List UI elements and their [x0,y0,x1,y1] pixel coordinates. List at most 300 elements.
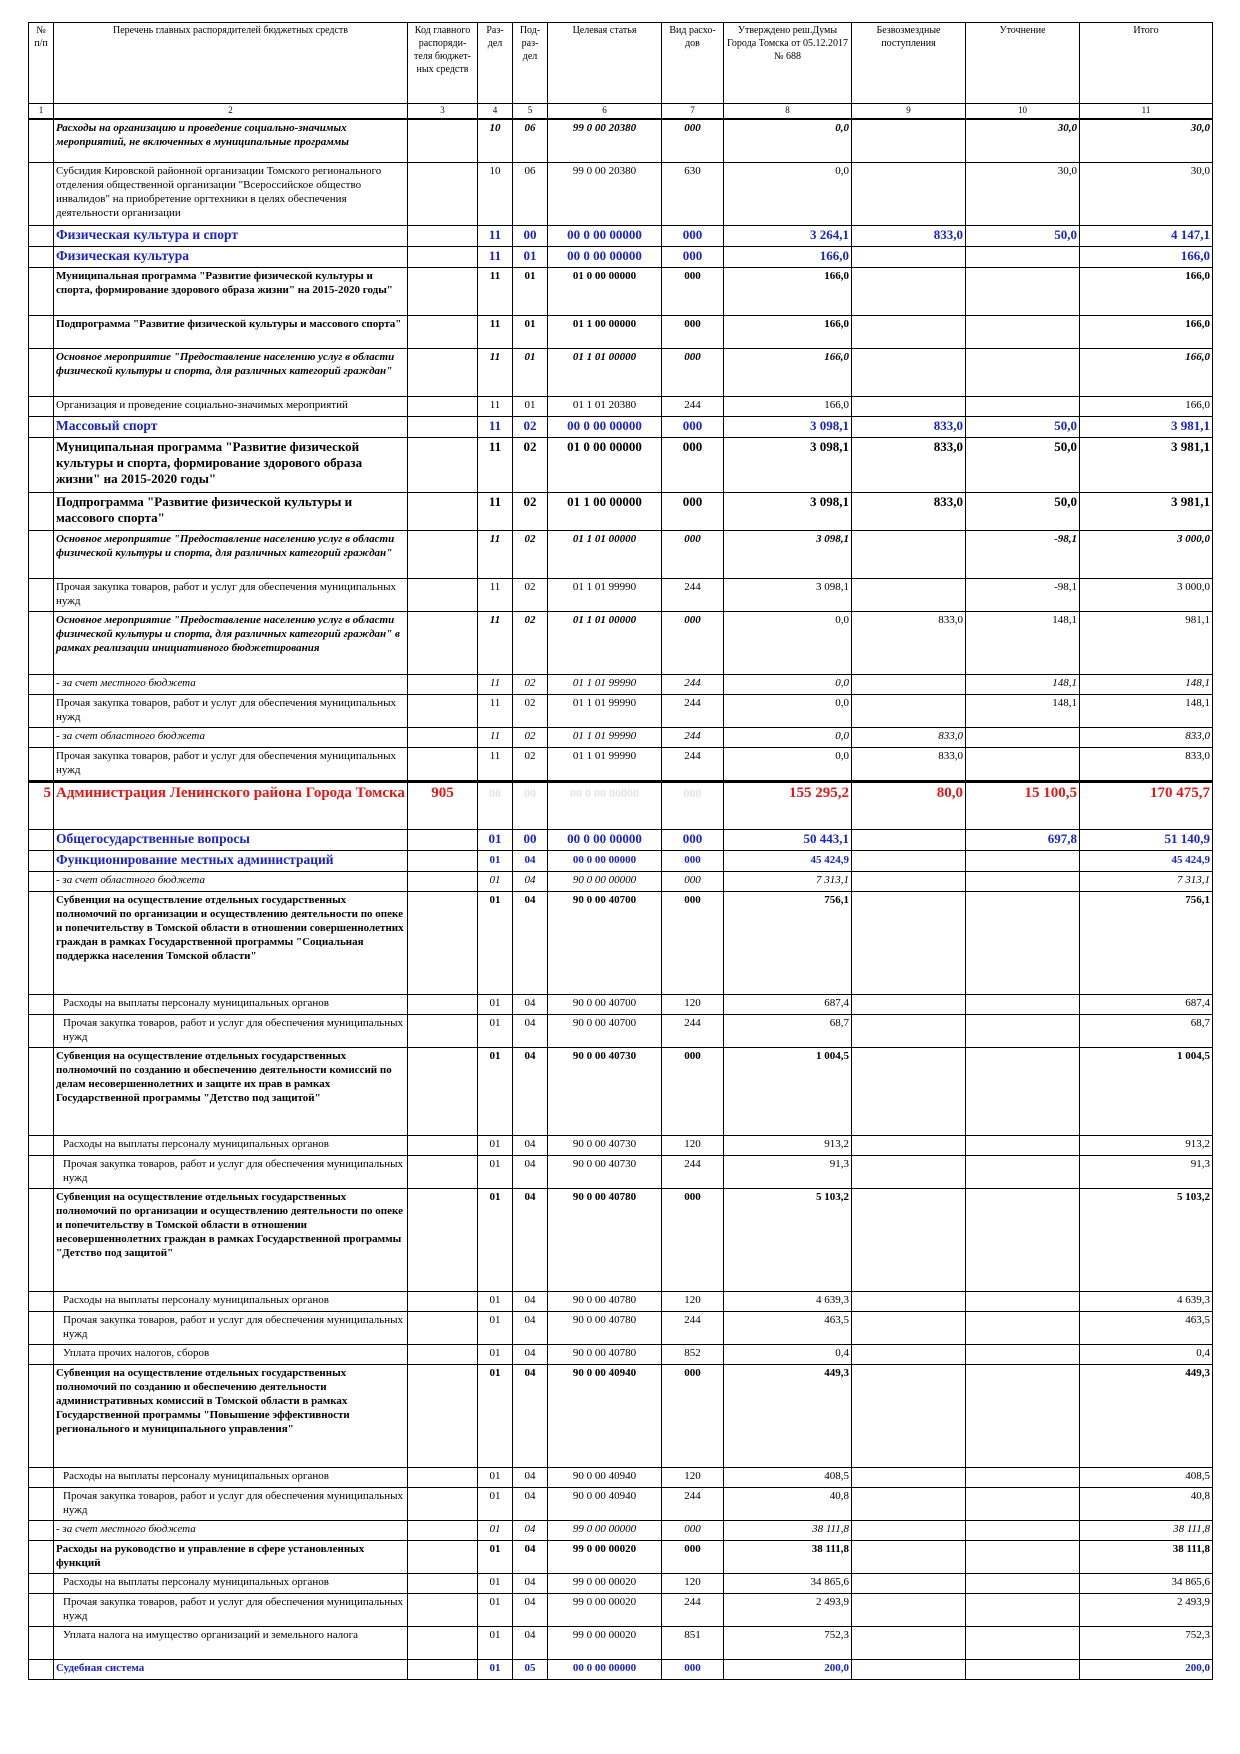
row-subsection: 04 [513,1468,548,1488]
row-grants [852,1541,966,1574]
row-adjustment [966,1312,1080,1345]
row-number [29,695,54,728]
row-subsection: 01 [513,268,548,316]
row-subsection: 02 [513,748,548,782]
table-row [29,728,1213,748]
table-row [29,1156,1213,1189]
table-row [29,1048,1213,1136]
row-approved: 200,0 [724,1660,852,1680]
column-index: 10 [966,104,1080,120]
table-row [29,748,1213,782]
row-subsection: 04 [513,1189,548,1292]
row-expense-type: 000 [662,1521,724,1541]
row-name: Прочая закупка товаров, работ и услуг для обеспечения муниципальных нужд [54,579,408,612]
row-total: 148,1 [1080,675,1213,695]
row-target-article: 90 0 00 40780 [548,1312,662,1345]
row-grants [852,1292,966,1312]
row-section: 01 [478,1048,513,1136]
row-name: Муниципальная программа "Развитие физической культуры и спорта, формирование здорового образа жизни" на 2015-2020 годы" [54,438,408,493]
row-approved: 34 865,6 [724,1574,852,1594]
row-code [408,1574,478,1594]
row-number [29,397,54,417]
row-expense-type: 120 [662,1574,724,1594]
row-grants [852,1189,966,1292]
row-subsection: 02 [513,438,548,493]
column-index: 9 [852,104,966,120]
row-target-article: 90 0 00 40940 [548,1488,662,1521]
row-total: 5 103,2 [1080,1189,1213,1292]
column-index: 2 [54,104,408,120]
row-code [408,1136,478,1156]
row-target-article: 90 0 00 40780 [548,1189,662,1292]
row-grants: 833,0 [852,493,966,531]
row-subsection: 02 [513,493,548,531]
table-row [29,1015,1213,1048]
row-total: 408,5 [1080,1468,1213,1488]
row-name: Расходы на выплаты персоналу муниципальных органов [54,1292,408,1312]
row-code [408,1521,478,1541]
row-section: 11 [478,397,513,417]
row-name: Расходы на выплаты персоналу муниципальных органов [54,1468,408,1488]
column-index: 4 [478,104,513,120]
row-grants [852,830,966,851]
row-grants [852,1574,966,1594]
row-section: 01 [478,1365,513,1468]
row-name: Прочая закупка товаров, работ и услуг для обеспечения муниципальных нужд [54,1594,408,1627]
row-approved: 0,4 [724,1345,852,1365]
table-row [29,1574,1213,1594]
row-expense-type: 120 [662,995,724,1015]
table-row [29,1312,1213,1345]
row-adjustment [966,995,1080,1015]
table-header-row [29,23,1213,104]
row-number [29,1292,54,1312]
budget-document [28,22,1212,1680]
row-name: Прочая закупка товаров, работ и услуг для обеспечения муниципальных нужд [54,748,408,782]
row-name: Расходы на руководство и управление в сфере установленных функций [54,1541,408,1574]
row-adjustment [966,1468,1080,1488]
row-section: 01 [478,1468,513,1488]
row-adjustment [966,892,1080,995]
row-grants [852,872,966,892]
row-adjustment: 50,0 [966,438,1080,493]
row-subsection: 04 [513,1292,548,1312]
row-total: 200,0 [1080,1660,1213,1680]
row-name: - за счет местного бюджета [54,1521,408,1541]
row-section: 01 [478,1521,513,1541]
row-code [408,1660,478,1680]
row-total: 981,1 [1080,612,1213,675]
row-subsection: 04 [513,1521,548,1541]
row-approved: 4 639,3 [724,1292,852,1312]
row-target-article: 00 0 00 00000 [548,1660,662,1680]
row-section: 11 [478,748,513,782]
row-expense-type: 000 [662,892,724,995]
row-target-article: 01 0 00 00000 [548,268,662,316]
row-total: 3 000,0 [1080,579,1213,612]
row-number [29,316,54,349]
table-row [29,675,1213,695]
row-expense-type: 000 [662,531,724,579]
row-target-article: 01 1 00 00000 [548,316,662,349]
row-name: Субсидия Кировской районной организации Томского регионального отделения общественной организации "Всероссийское общество инвалидов" на приобретение оргтехники в целях обеспечения деятельности организации [54,163,408,226]
row-adjustment: 30,0 [966,163,1080,226]
row-target-article: 01 1 01 99990 [548,579,662,612]
row-subsection: 06 [513,163,548,226]
row-grants: 833,0 [852,438,966,493]
table-row [29,612,1213,675]
row-total: 687,4 [1080,995,1213,1015]
row-expense-type: 000 [662,119,724,163]
table-row [29,247,1213,268]
row-total: 91,3 [1080,1156,1213,1189]
row-approved: 7 313,1 [724,872,852,892]
row-number [29,1156,54,1189]
row-expense-type: 000 [662,851,724,872]
row-number [29,1015,54,1048]
header-distributors: Перечень главных распорядителей бюджетных средств [54,23,408,104]
row-name: Основное мероприятие "Предоставление населению услуг в области физической культуры и спорта, для различных категорий граждан" [54,349,408,397]
row-subsection: 04 [513,851,548,872]
row-expense-type: 244 [662,1156,724,1189]
row-section: 10 [478,163,513,226]
row-total: 7 313,1 [1080,872,1213,892]
row-subsection: 02 [513,675,548,695]
row-approved: 166,0 [724,397,852,417]
row-name: Подпрограмма "Развитие физической культуры и массового спорта" [54,493,408,531]
row-code [408,1594,478,1627]
row-section: 11 [478,579,513,612]
row-subsection: 04 [513,1488,548,1521]
row-number [29,1574,54,1594]
row-grants [852,1136,966,1156]
row-expense-type: 244 [662,1312,724,1345]
table-row [29,119,1213,163]
row-approved: 913,2 [724,1136,852,1156]
row-target-article: 99 0 00 00000 [548,1521,662,1541]
row-number [29,1365,54,1468]
table-row [29,1468,1213,1488]
row-subsection: 00 [513,782,548,830]
row-section: 01 [478,1015,513,1048]
row-number [29,1189,54,1292]
row-grants [852,531,966,579]
row-adjustment [966,268,1080,316]
row-number [29,830,54,851]
row-name: Субвенция на осуществление отдельных государственных полномочий по организации и осуществлению деятельности по опеке и попечительству в Томской области в отношении совершеннолетних граждан в рамках Государственной программы "Социальная поддержка населения Томской области" [54,892,408,995]
table-row [29,579,1213,612]
row-code [408,1627,478,1660]
row-total: 38 111,8 [1080,1541,1213,1574]
row-approved: 38 111,8 [724,1521,852,1541]
row-name: Расходы на организацию и проведение социально-значимых мероприятий, не включенных в муниципальные программы [54,119,408,163]
row-approved: 91,3 [724,1156,852,1189]
row-grants [852,268,966,316]
row-target-article: 90 0 00 40700 [548,995,662,1015]
row-total: 752,3 [1080,1627,1213,1660]
header-adjustment: Уточнение [966,23,1080,104]
row-approved: 752,3 [724,1627,852,1660]
row-number [29,728,54,748]
row-subsection: 04 [513,1345,548,1365]
row-grants: 80,0 [852,782,966,830]
row-adjustment [966,728,1080,748]
row-number [29,493,54,531]
row-grants [852,1048,966,1136]
row-total: 1 004,5 [1080,1048,1213,1136]
table-row [29,1488,1213,1521]
table-row [29,872,1213,892]
row-subsection: 02 [513,531,548,579]
row-target-article: 00 0 00 00000 [548,247,662,268]
row-total: 913,2 [1080,1136,1213,1156]
row-section: 11 [478,349,513,397]
row-approved: 463,5 [724,1312,852,1345]
row-expense-type: 244 [662,1594,724,1627]
row-approved: 155 295,2 [724,782,852,830]
row-code [408,675,478,695]
row-code [408,748,478,782]
row-section: 01 [478,1660,513,1680]
row-number [29,268,54,316]
row-approved: 449,3 [724,1365,852,1468]
row-section: 01 [478,1345,513,1365]
row-expense-type: 852 [662,1345,724,1365]
row-expense-type: 000 [662,493,724,531]
row-total: 166,0 [1080,247,1213,268]
row-number [29,438,54,493]
row-adjustment: 50,0 [966,417,1080,438]
row-grants [852,1521,966,1541]
row-target-article: 99 0 00 00020 [548,1594,662,1627]
row-subsection: 04 [513,1594,548,1627]
row-section: 01 [478,872,513,892]
row-approved: 2 493,9 [724,1594,852,1627]
row-total: 148,1 [1080,695,1213,728]
row-expense-type: 244 [662,1015,724,1048]
table-row [29,163,1213,226]
row-name: Основное мероприятие "Предоставление населению услуг в области физической культуры и спорта, для различных категорий граждан" [54,531,408,579]
row-number [29,1312,54,1345]
row-number [29,531,54,579]
row-target-article: 01 1 01 99990 [548,748,662,782]
row-code [408,397,478,417]
row-number [29,1521,54,1541]
row-adjustment [966,872,1080,892]
table-row [29,417,1213,438]
row-expense-type: 000 [662,268,724,316]
row-section: 11 [478,675,513,695]
row-approved: 38 111,8 [724,1541,852,1574]
row-subsection: 04 [513,1156,548,1189]
row-code [408,268,478,316]
row-subsection: 01 [513,247,548,268]
row-target-article: 01 1 01 99990 [548,695,662,728]
row-target-article: 01 0 00 00000 [548,438,662,493]
table-row [29,1136,1213,1156]
row-section: 01 [478,1488,513,1521]
row-subsection: 06 [513,119,548,163]
column-index: 8 [724,104,852,120]
row-name: Прочая закупка товаров, работ и услуг для обеспечения муниципальных нужд [54,1015,408,1048]
row-approved: 3 098,1 [724,417,852,438]
column-index: 7 [662,104,724,120]
row-code [408,531,478,579]
row-section: 11 [478,612,513,675]
row-approved: 687,4 [724,995,852,1015]
row-expense-type: 244 [662,675,724,695]
row-target-article: 90 0 00 40700 [548,892,662,995]
table-row [29,397,1213,417]
row-code [408,830,478,851]
row-grants [852,675,966,695]
row-adjustment: 30,0 [966,119,1080,163]
row-expense-type: 244 [662,748,724,782]
table-row [29,1521,1213,1541]
row-code [408,247,478,268]
row-grants [852,1015,966,1048]
row-adjustment [966,1365,1080,1468]
row-adjustment [966,1488,1080,1521]
row-expense-type: 000 [662,247,724,268]
row-expense-type: 000 [662,782,724,830]
row-total: 68,7 [1080,1015,1213,1048]
row-target-article: 01 1 01 00000 [548,531,662,579]
row-code [408,438,478,493]
row-number [29,226,54,247]
row-number [29,1594,54,1627]
row-grants [852,1660,966,1680]
row-code [408,872,478,892]
row-section: 11 [478,695,513,728]
table-row [29,268,1213,316]
row-number [29,1627,54,1660]
row-subsection: 04 [513,995,548,1015]
row-adjustment [966,1345,1080,1365]
row-section: 01 [478,1312,513,1345]
row-subsection: 04 [513,1627,548,1660]
row-number [29,247,54,268]
table-row [29,892,1213,995]
table-row [29,1541,1213,1574]
row-approved: 68,7 [724,1015,852,1048]
row-expense-type: 000 [662,316,724,349]
row-code [408,1292,478,1312]
table-body [29,119,1213,1680]
row-section: 01 [478,1292,513,1312]
column-index: 1 [29,104,54,120]
row-total: 34 865,6 [1080,1574,1213,1594]
row-grants [852,397,966,417]
row-expense-type: 244 [662,579,724,612]
row-section: 11 [478,531,513,579]
row-subsection: 02 [513,728,548,748]
row-name: Прочая закупка товаров, работ и услуг для обеспечения муниципальных нужд [54,695,408,728]
row-adjustment: 148,1 [966,612,1080,675]
row-total: 51 140,9 [1080,830,1213,851]
row-approved: 3 098,1 [724,579,852,612]
row-total: 30,0 [1080,119,1213,163]
row-target-article: 00 0 00 00000 [548,226,662,247]
row-subsection: 04 [513,892,548,995]
row-expense-type: 244 [662,728,724,748]
table-row [29,1292,1213,1312]
row-adjustment [966,1136,1080,1156]
table-row [29,438,1213,493]
row-approved: 5 103,2 [724,1189,852,1292]
row-name: Расходы на выплаты персоналу муниципальных органов [54,995,408,1015]
row-grants [852,163,966,226]
row-number [29,995,54,1015]
row-code [408,493,478,531]
row-target-article: 01 1 00 00000 [548,493,662,531]
row-name: Общегосударственные вопросы [54,830,408,851]
row-adjustment [966,349,1080,397]
header-code: Код главного распоряди-теля бюджет-ных средств [408,23,478,104]
row-code [408,1345,478,1365]
row-adjustment [966,1627,1080,1660]
row-name: Судебная система [54,1660,408,1680]
row-section: 01 [478,1189,513,1292]
row-adjustment: 50,0 [966,226,1080,247]
column-index: 5 [513,104,548,120]
row-target-article: 90 0 00 40700 [548,1015,662,1048]
row-subsection: 02 [513,695,548,728]
row-code [408,995,478,1015]
row-number [29,579,54,612]
row-approved: 45 424,9 [724,851,852,872]
row-adjustment: 15 100,5 [966,782,1080,830]
row-subsection: 04 [513,1541,548,1574]
column-index: 3 [408,104,478,120]
row-section: 01 [478,851,513,872]
row-target-article: 00 0 00 00000 [548,830,662,851]
row-number: 5 [29,782,54,830]
row-target-article: 90 0 00 40730 [548,1048,662,1136]
row-code [408,119,478,163]
row-expense-type: 000 [662,1365,724,1468]
row-adjustment [966,1594,1080,1627]
row-section: 11 [478,226,513,247]
row-total: 756,1 [1080,892,1213,995]
row-code [408,316,478,349]
row-code [408,226,478,247]
row-code [408,1156,478,1189]
table-row [29,851,1213,872]
row-total: 833,0 [1080,748,1213,782]
row-target-article: 90 0 00 00000 [548,872,662,892]
row-subsection: 00 [513,226,548,247]
row-number [29,892,54,995]
row-adjustment: 50,0 [966,493,1080,531]
row-total: 3 981,1 [1080,493,1213,531]
row-expense-type: 000 [662,349,724,397]
row-approved: 3 098,1 [724,531,852,579]
row-target-article: 90 0 00 40780 [548,1292,662,1312]
row-grants: 833,0 [852,417,966,438]
row-adjustment [966,1048,1080,1136]
header-number: № п/п [29,23,54,104]
column-index: 11 [1080,104,1213,120]
row-grants: 833,0 [852,226,966,247]
row-name: Субвенция на осуществление отдельных государственных полномочий по организации и осуществлению деятельности по опеке и попечительству в Томской области в отношении несовершеннолетних граждан в рамках Государственной программы "Детство под защитой" [54,1189,408,1292]
row-code [408,163,478,226]
row-name: Физическая культура [54,247,408,268]
row-section: 11 [478,493,513,531]
row-code [408,1048,478,1136]
row-adjustment: 148,1 [966,695,1080,728]
header-approved: Утверждено реш.Думы Города Томска от 05.12.2017 № 688 [724,23,852,104]
